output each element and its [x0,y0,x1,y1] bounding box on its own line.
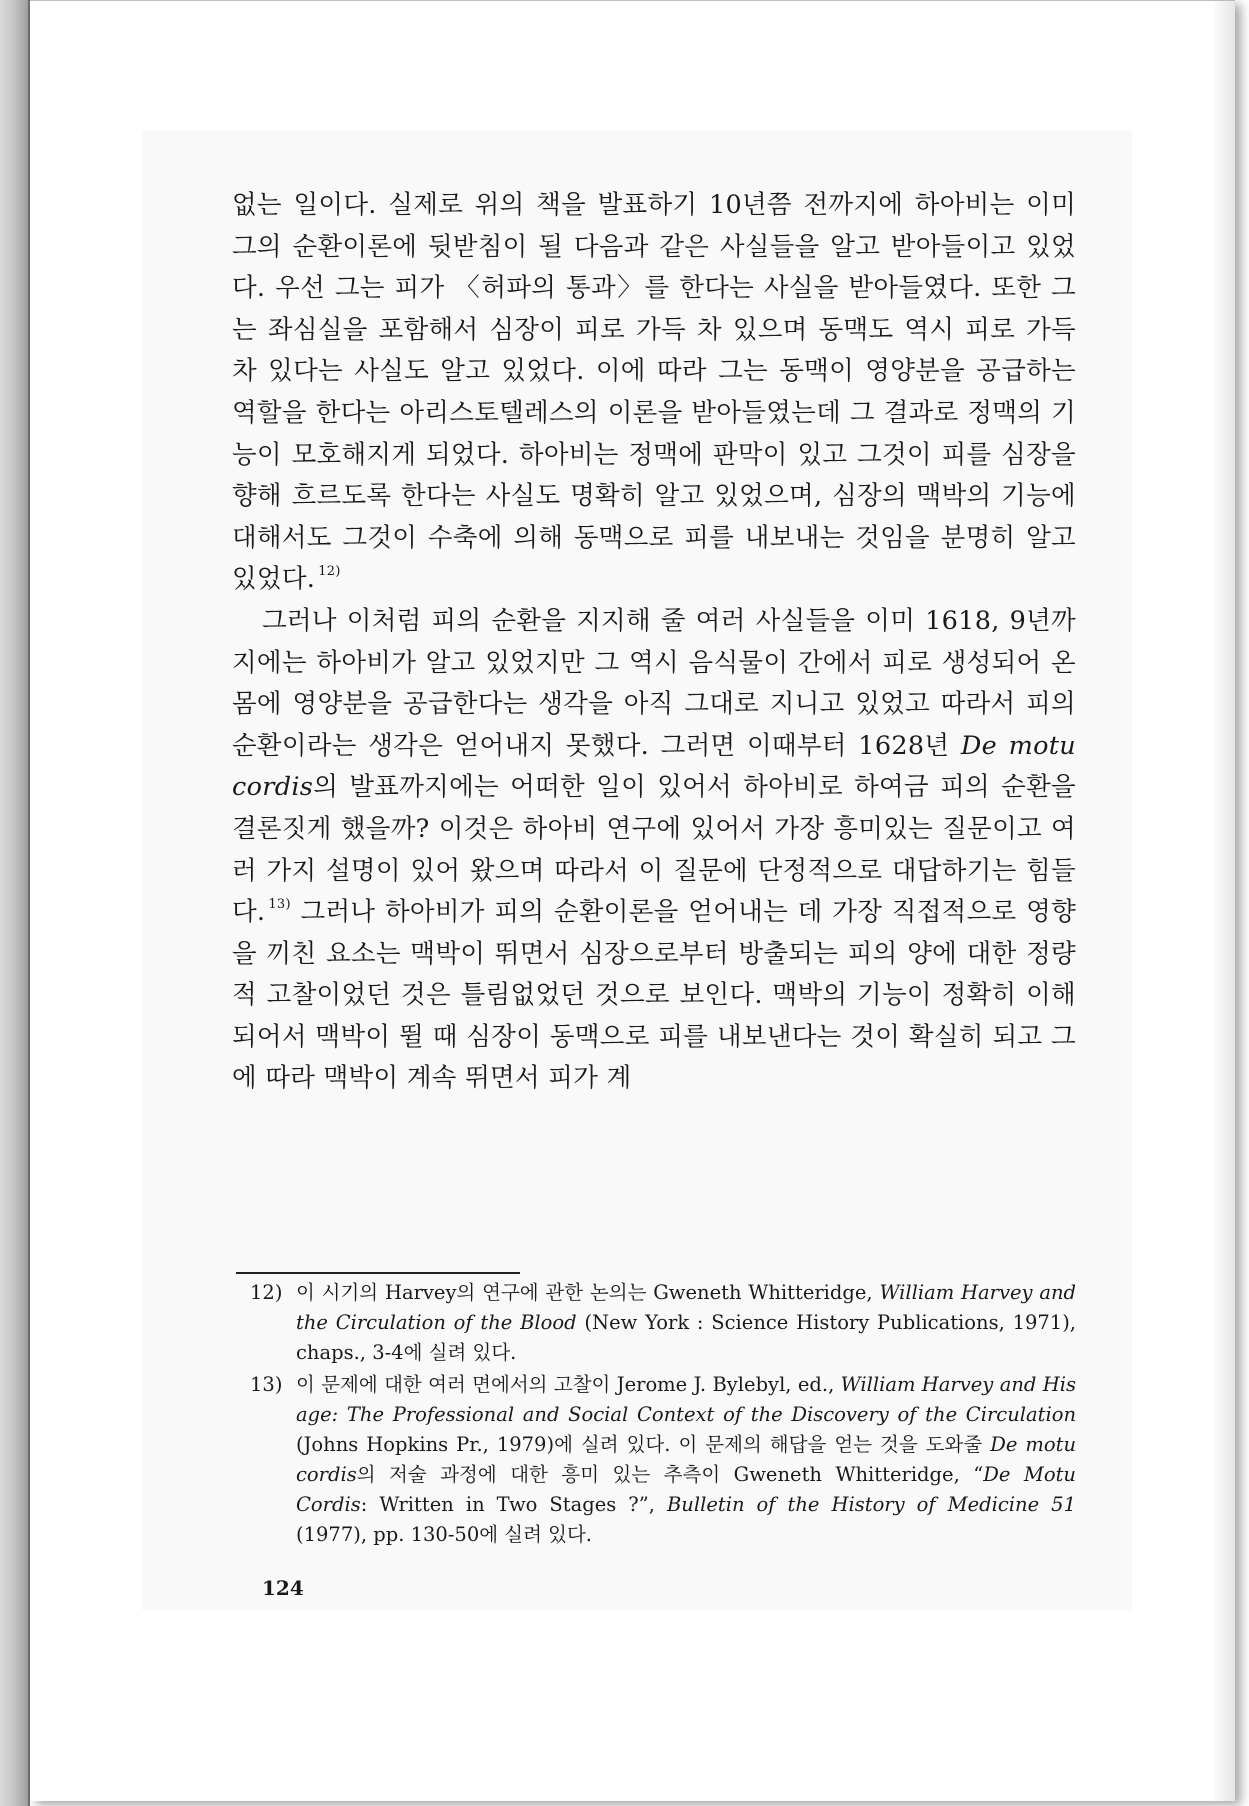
footnote-text: (Johns Hopkins Pr., 1979)에 실려 있다. 이 문제의 해답을 얻는 것을 도와줄 [296,1433,983,1456]
footnote-reference-12: 12) [318,564,341,580]
footnote-text: 이 문제에 대한 여러 면에서의 고찰이 Jerome J. Bylebyl, ed., [296,1373,835,1396]
footnote-text: 이 시기의 Harvey의 연구에 관한 논의는 Gweneth Whitteridge, [296,1281,873,1304]
footnote-article-title: De Motu Cordis [296,1463,1076,1516]
footnote-number: 12) [250,1281,283,1304]
footnotes [250,1278,1076,1552]
footnote-reference-13: 13) [268,897,291,913]
page-edge-shadow [1211,1,1235,1801]
paragraph-2 [232,601,1076,1100]
footnote-text: (1977), pp. 130-50에 실려 있다. [296,1523,593,1546]
footnote-13 [250,1370,1076,1550]
footnote-book-title: William Harvey and the Circulation of the Blood [296,1281,1076,1334]
footnote-12 [250,1278,1076,1368]
page-number: 124 [262,1576,304,1600]
footnote-text: 의 저술 과정에 대한 흥미 있는 추측이 Gweneth Whitteridge, “ [356,1463,984,1486]
footnote-book-title: William Harvey and His age: The Professional and Social Context of the Discovery of the Circulation [296,1373,1076,1426]
book-page-stack-edge [0,0,30,1806]
paragraph-1 [232,185,1076,601]
footnote-text: : Written in Two Stages ?”, [360,1493,655,1516]
footnote-book-title: De motu cordis [296,1433,1077,1486]
paragraph-2-text-c: 그러나 하아비가 피의 순환이론을 얻어내는 데 가장 직접적으로 영향을 끼친 요소는 맥박이 뛰면서 심장으로부터 방출되는 피의 양에 대한 정량적 고찰이었던 것은 틀림없었던 것으로 보인다. 맥박의 기능이 정확히 이해되어서 맥박이 뛸 때 심장이 동맥으로 피를 내보낸다는 것이 확실히 되고 그에 따라 맥박이 계속 뛰면서 피가 계 [232,897,1076,1094]
paragraph-2-text-a: 그러나 이처럼 피의 순환을 지지해 줄 여러 사실들을 이미 1618, 9년까지에는 하아비가 알고 있었지만 그 역시 음식물이 간에서 피로 생성되어 온몸에 영양분을 공급한다는 생각을 아직 그대로 지니고 있었고 따라서 피의 순환이라는 생각은 얻어내지 못했다. 그러면 이때부터 1628년 [232,605,1076,761]
paragraph-1-text: 없는 일이다. 실제로 위의 책을 발표하기 10년쯤 전까지에 하아비는 이미 그의 순환이론에 뒷받침이 될 다음과 같은 사실들을 알고 받아들이고 있었다. 우선 그는 피가 〈허파의 통과〉를 한다는 사실을 받아들였다. 또한 그는 좌심실을 포함해서 심장이 피로 가득 차 있으며 동맥도 역시 피로 가득 차 있다는 사실도 알고 있었다. 이에 따라 그는 동맥이 영양분을 공급하는 역할을 한다는 아리스토텔레스의 이론을 받아들였는데 그 결과로 정맥의 기능이 모호해지게 되었다. 하아비는 정맥에 판막이 있고 그것이 피를 심장을 향해 흐르도록 한다는 사실도 명확히 알고 있었으며, 심장의 맥박의 기능에 대해서도 그것이 수축에 의해 동맥으로 피를 내보내는 것임을 분명히 알고 있었다. [232,190,1076,595]
footnote-divider [236,1272,520,1274]
footnote-journal-title: Bulletin of the History of Medicine 51 [666,1493,1076,1516]
latin-title-de-motu-cordis: De motu cordis [232,730,1076,803]
body-text [232,185,1076,1100]
paragraph-2-text-b: 의 발표까지에는 어떠한 일이 있어서 하아비로 하여금 피의 순환을 결론짓게 했을까? 이것은 하아비 연구에 있어서 가장 흥미있는 질문이고 여러 가지 설명이 있어 왔으며 따라서 이 질문에 단정적으로 대답하기는 힘들다. [232,772,1076,928]
footnote-text: (New York : Science History Publications, 1971), chaps., 3-4에 실려 있다. [296,1311,1077,1364]
footnote-number: 13) [250,1373,283,1396]
